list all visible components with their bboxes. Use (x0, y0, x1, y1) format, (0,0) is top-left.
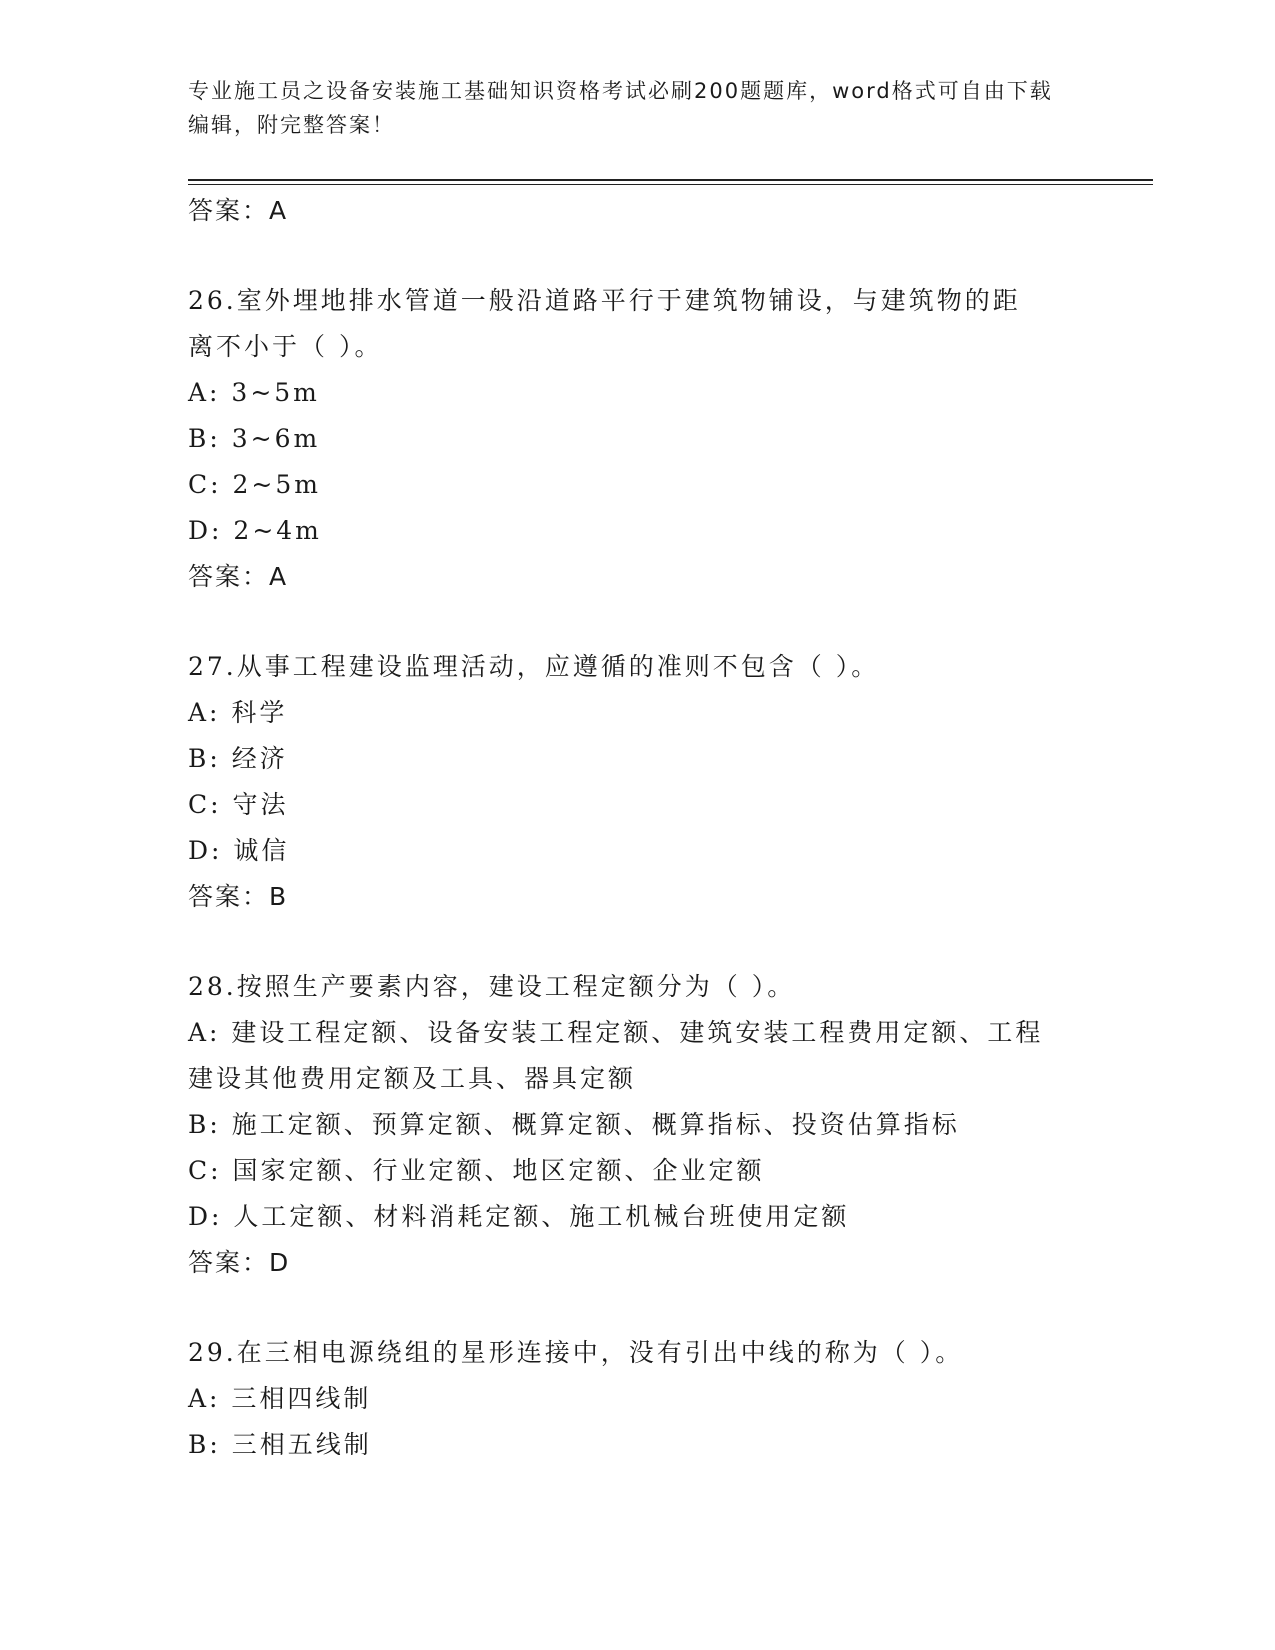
spacer (188, 1286, 1088, 1330)
question-26-option-c: C: 2~5m (188, 470, 321, 499)
spacer (188, 920, 1088, 964)
question-27 (188, 644, 1088, 920)
question-27-option-a: A: 科学 (188, 698, 288, 727)
question-28 (188, 964, 1088, 1286)
question-28-option-c: C: 国家定额、行业定额、地区定额、企业定额 (188, 1156, 765, 1185)
question-29-option-a: A: 三相四线制 (188, 1384, 372, 1413)
question-27-option-b: B: 经济 (188, 744, 288, 773)
question-26-option-b: B: 3~6m (188, 424, 321, 453)
question-27-option-c: C: 守法 (188, 790, 289, 819)
question-28-text: 28.按照生产要素内容，建设工程定额分为（ ）。 (188, 972, 796, 1001)
question-27-answer: 答案：B (188, 882, 289, 911)
question-28-option-d: D: 人工定额、材料消耗定额、施工机械台班使用定额 (188, 1202, 850, 1231)
question-content (188, 188, 1088, 1468)
question-26 (188, 278, 1088, 600)
question-26-option-a: A: 3~5m (188, 378, 320, 407)
answer-25: 答案：A (188, 196, 289, 225)
question-27-text: 27.从事工程建设监理活动，应遵循的准则不包含（ ）。 (188, 652, 880, 681)
question-28-option-b: B: 施工定额、预算定额、概算定额、概算指标、投资估算指标 (188, 1110, 960, 1139)
header-rule-thin (188, 184, 1153, 185)
spacer (188, 600, 1088, 644)
question-26-text: 26.室外埋地排水管道一般沿道路平行于建筑物铺设，与建筑物的距离不小于（ ）。 (188, 286, 1021, 361)
question-29-option-b: B: 三相五线制 (188, 1430, 372, 1459)
question-27-option-d: D: 诚信 (188, 836, 290, 865)
question-26-answer: 答案：A (188, 562, 289, 591)
spacer (188, 234, 1088, 278)
page-header: 专业施工员之设备安装施工基础知识资格考试必刷200题题库，word格式可自由下载编辑，附完整答案！ (188, 79, 1053, 137)
question-29 (188, 1330, 1088, 1468)
header-rule-thick (188, 179, 1153, 181)
question-28-answer: 答案：D (188, 1248, 291, 1277)
question-26-option-d: D: 2~4m (188, 516, 322, 545)
question-28-option-a: A: 建设工程定额、设备安装工程定额、建筑安装工程费用定额、工程建设其他费用定额及工具、器具定额 (188, 1018, 1044, 1093)
question-29-text: 29.在三相电源绕组的星形连接中，没有引出中线的称为（ ）。 (188, 1338, 964, 1367)
